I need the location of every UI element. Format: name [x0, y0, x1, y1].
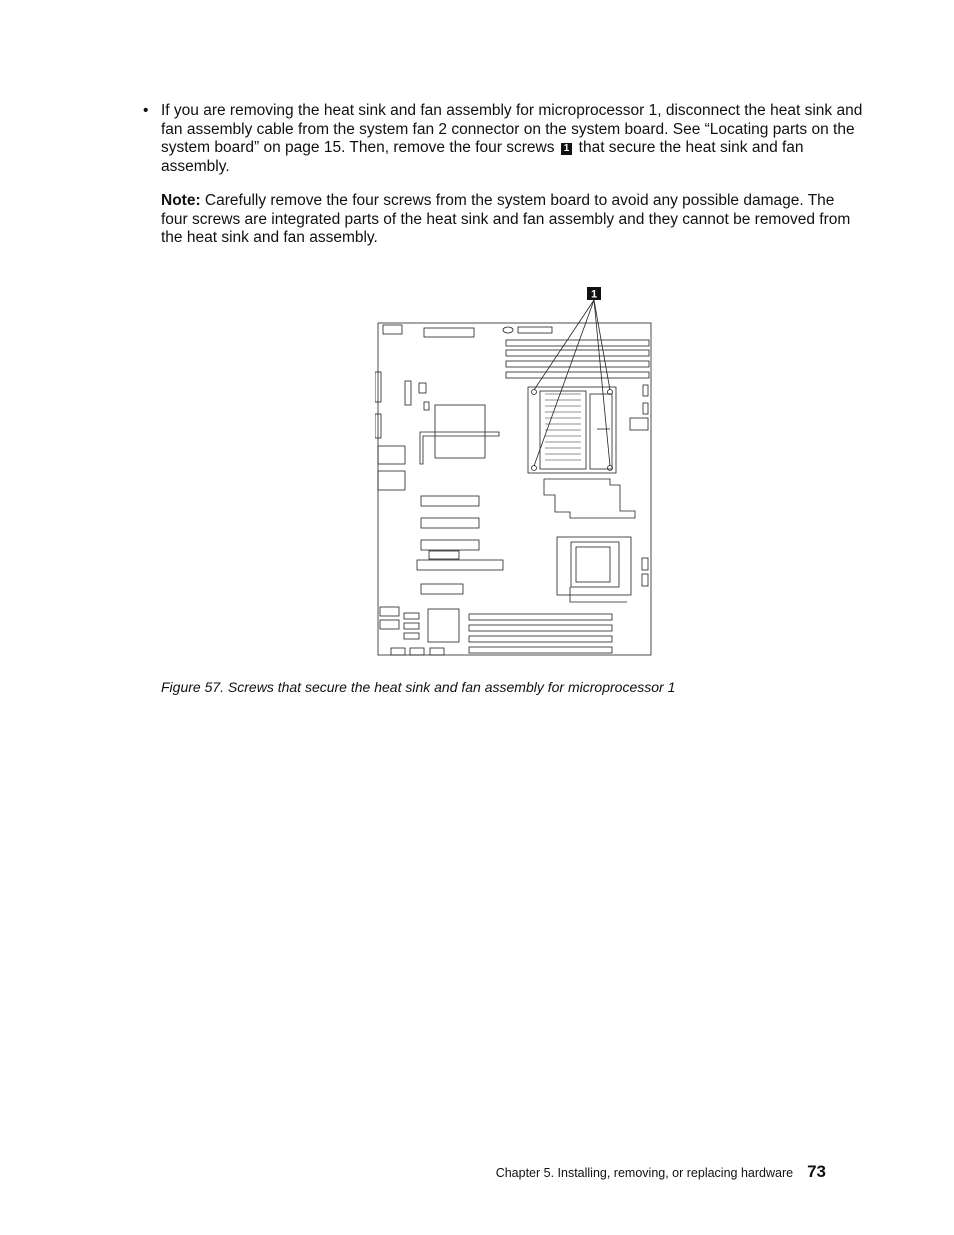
- board-outline: [378, 323, 651, 655]
- bullet-text: [161, 102, 863, 176]
- screw: [532, 466, 537, 471]
- processor-socket-2: [557, 537, 631, 595]
- bullet-dot: •: [143, 102, 149, 119]
- page-footer: [496, 1162, 826, 1182]
- figure-caption: Figure 57. Screws that secure the heat sink and fan assembly for microprocessor 1: [161, 679, 676, 695]
- bullet-text-part-1: If you are removing the heat sink and fan assembly for microprocessor 1, disconnect the heat sink and fan assembly cable from the system fan 2 connector on the system board. See “Locating parts on the system board” on page 15. Then, remove the four screws: [161, 102, 863, 156]
- page-number: 73: [807, 1162, 826, 1181]
- system-board-figure: [375, 284, 657, 660]
- bullet-item: [143, 102, 863, 176]
- figure-callout-label: 1: [590, 288, 598, 301]
- screw: [532, 390, 537, 395]
- system-board-diagram: [375, 284, 657, 660]
- note-text: Carefully remove the four screws from the system board to avoid any possible damage. The four screws are integrated parts of the heat sink and fan assembly and they cannot be removed from the heat sink and fan assembly.: [161, 192, 851, 246]
- footer-chapter: Chapter 5. Installing, removing, or replacing hardware: [495, 1166, 794, 1180]
- note-paragraph: [161, 192, 861, 248]
- bullet-text-part-2: that secure the heat sink and fan assembly.: [161, 139, 804, 175]
- note-label: Note:: [161, 192, 201, 209]
- callout-1-inline: 1: [561, 143, 573, 155]
